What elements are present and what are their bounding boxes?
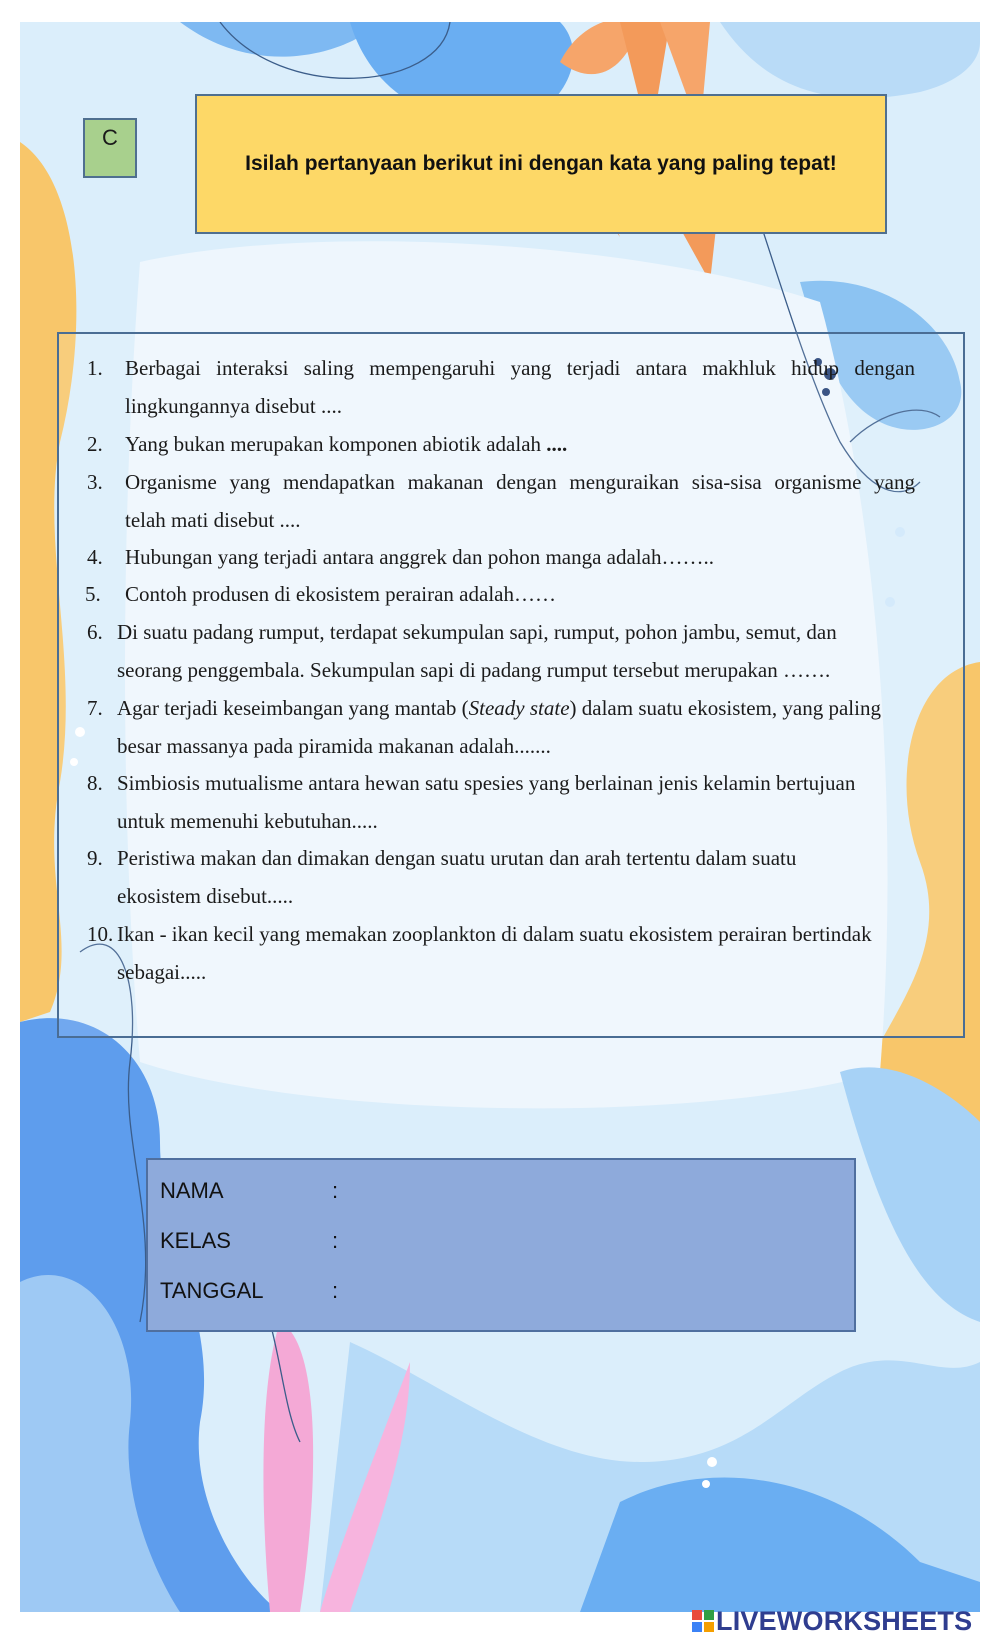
section-letter: C bbox=[83, 118, 137, 178]
question-number: 2. bbox=[87, 432, 103, 456]
question-number: 9. bbox=[87, 846, 103, 870]
question-text: Agar terjadi keseimbangan yang mantab ( bbox=[117, 696, 469, 720]
class-colon: : bbox=[332, 1228, 339, 1253]
question-number: 1. bbox=[87, 356, 103, 380]
question-text-line: untuk memenuhi kebutuhan..... bbox=[117, 809, 378, 833]
date-colon: : bbox=[332, 1278, 339, 1303]
question-text-line: lingkungannya disebut .... bbox=[125, 394, 342, 418]
question-text-line: sebagai..... bbox=[117, 960, 207, 984]
question-number: 6. bbox=[87, 620, 103, 644]
question-number: 7. bbox=[87, 696, 103, 720]
question-blank: .... bbox=[546, 432, 568, 456]
question-text-line: ekosistem disebut..... bbox=[117, 884, 294, 908]
question-text-line: Peristiwa makan dan dimakan dengan suatu urutan dan arah tertentu dalam suatu bbox=[117, 846, 797, 870]
question-number: 3. bbox=[87, 470, 103, 494]
instruction-text: Isilah pertanyaan berikut ini dengan kata yang paling tepat! bbox=[245, 152, 837, 175]
question-number: 10. bbox=[87, 922, 114, 946]
question-text-line: Organisme yang mendapatkan makanan dengan menguraikan sisa-sisa organisme yang bbox=[125, 470, 915, 494]
name-colon: : bbox=[332, 1178, 339, 1203]
question-list bbox=[57, 332, 965, 1038]
question-text-line: Contoh produsen di ekosistem perairan adalah…… bbox=[125, 582, 556, 606]
question-text-line: seorang penggembala. Sekumpulan sapi di padang rumput tersebut merupakan ……. bbox=[117, 658, 831, 682]
question-text-line: Hubungan yang terjadi antara anggrek dan pohon manga adalah…….. bbox=[125, 545, 714, 569]
question-text: ) dalam suatu ekosistem, yang paling bbox=[569, 696, 881, 720]
question-text-line: Berbagai interaksi saling mempengaruhi yang terjadi antara makhluk hidup dengan bbox=[125, 356, 915, 380]
student-identity-box bbox=[146, 1158, 856, 1332]
liveworksheets-logo-icon bbox=[692, 1610, 714, 1632]
instruction-box bbox=[195, 94, 887, 234]
question-number: 4. bbox=[87, 545, 103, 569]
brand-name: LIVEWORKSHEETS bbox=[716, 1605, 973, 1636]
question-text-line: Ikan - ikan kecil yang memakan zooplankton di dalam suatu ekosistem perairan bertindak bbox=[117, 922, 872, 946]
name-label: NAMA bbox=[160, 1178, 224, 1203]
question-text-line: Simbiosis mutualisme antara hewan satu spesies yang berlainan jenis kelamin bertujuan bbox=[117, 771, 856, 795]
question-number: 5. bbox=[85, 582, 101, 606]
class-label: KELAS bbox=[160, 1228, 231, 1253]
worksheet-page bbox=[20, 22, 980, 1612]
liveworksheets-brand bbox=[692, 1604, 972, 1638]
question-italic-term: Steady state bbox=[468, 696, 570, 720]
question-text-line: besar massanya pada piramida makanan adalah....... bbox=[117, 734, 551, 758]
date-label: TANGGAL bbox=[160, 1278, 264, 1303]
question-text: Yang bukan merupakan komponen abiotik adalah bbox=[125, 432, 542, 456]
question-text-line: Di suatu padang rumput, terdapat sekumpulan sapi, rumput, pohon jambu, semut, dan bbox=[117, 620, 837, 644]
question-text-line: telah mati disebut .... bbox=[125, 508, 301, 532]
question-number: 8. bbox=[87, 771, 103, 795]
